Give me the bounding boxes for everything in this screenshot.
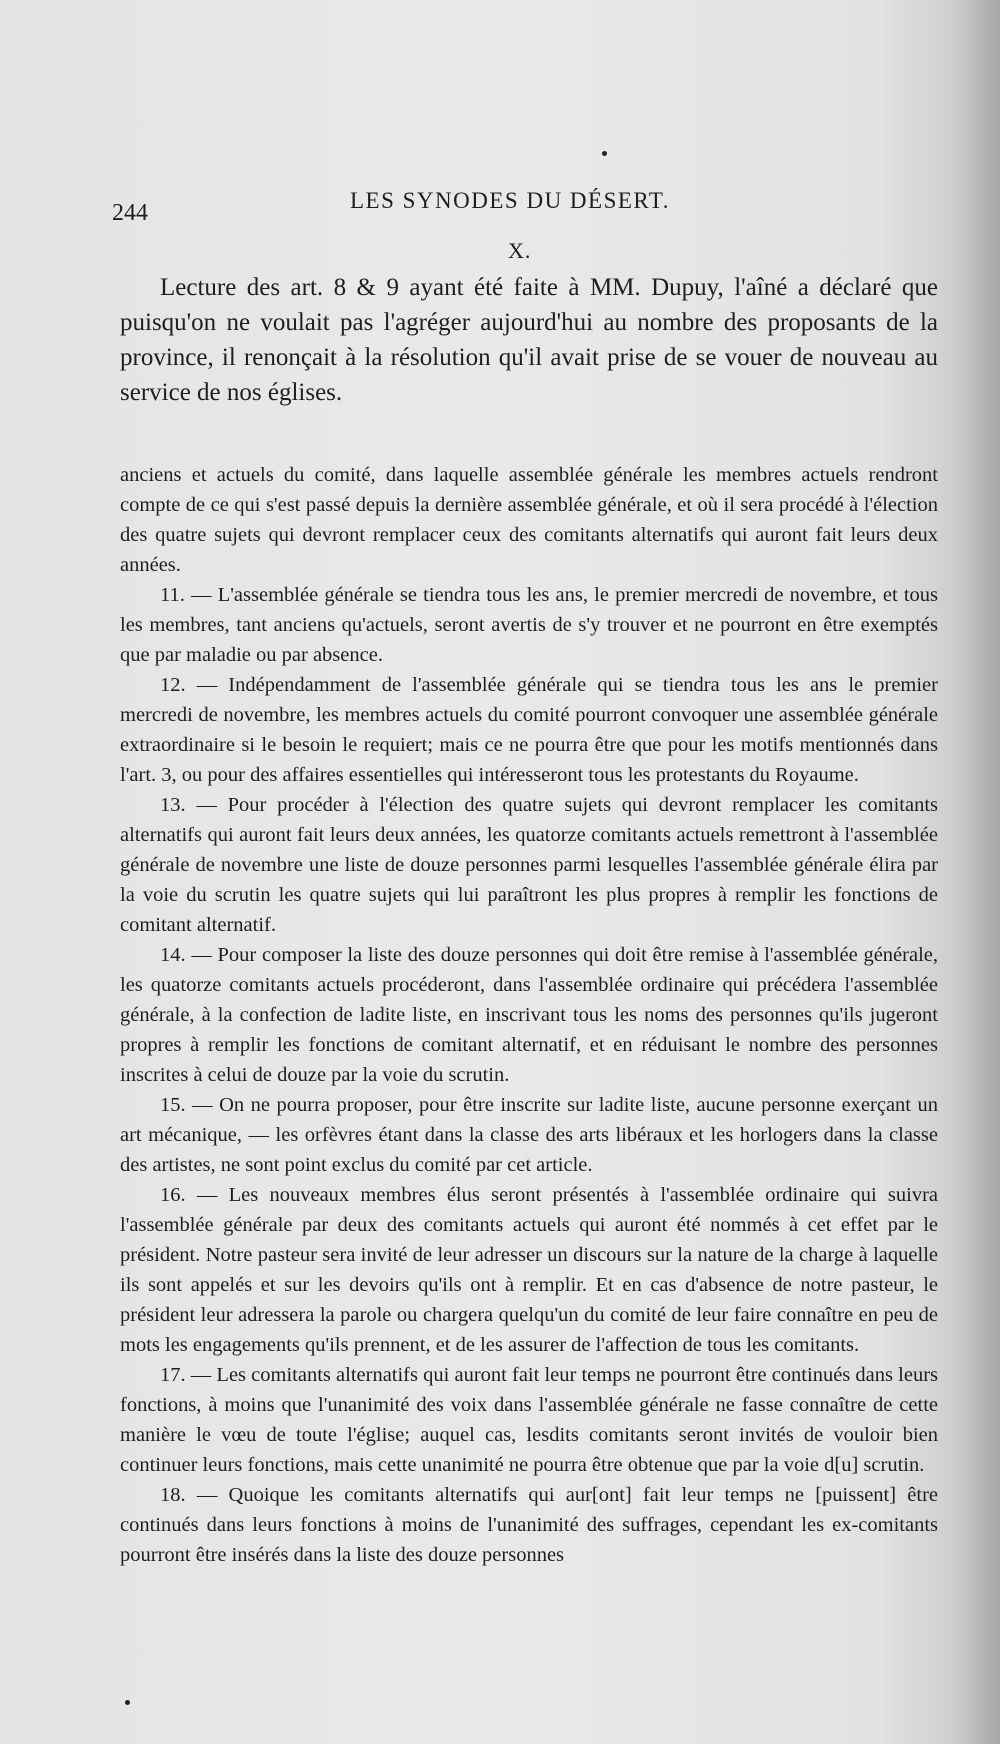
page-edge-shadow: [955, 0, 1000, 1744]
article-11: 11. — L'assemblée générale se tiendra tous les ans, le premier mercredi de novembre, et tous les membres, tant anciens qu'actuels, seront avertis de s'y trouver et ne pourront en être exemptés que par maladie ou par absence.: [120, 584, 938, 666]
continued-paragraph: anciens et actuels du comité, dans laquelle assemblée générale les membres actuels rendront compte de ce qui s'est passé depuis la dernière assemblée générale, et où il sera procédé à l'élection des quatre sujets qui devront remplacer ceux des comitants alternatifs qui auront fait leurs deux années.: [120, 464, 938, 576]
section-heading: X.: [508, 238, 532, 263]
article-12: 12. — Indépendamment de l'assemblée générale qui se tiendra tous les ans le premier mercredi de novembre, les membres actuels du comité pourront convoquer une assemblée générale extraordinaire si le besoin le requiert; mais ce ne pourra être que pour les motifs mentionnés dans l'art. 3, ou pour des affaires essentielles qui intéresseront tous les protestants du Royaume.: [120, 674, 938, 786]
lead-paragraph: Lecture des art. 8 & 9 ayant été faite à MM. Dupuy, l'aîné a déclaré que puisqu'on ne voulait pas l'agréger aujourd'hui au nombre des proposants de la province, il renonçait à la résolution qu'il avait prise de se vouer de nouveau au service de nos églises.: [120, 274, 938, 406]
article-13: 13. — Pour procéder à l'élection des quatre sujets qui devront remplacer les comitants alternatifs qui auront fait leurs deux années, les quatorze comitants actuels remettront à l'assemblée générale de novembre une liste de douze personnes parmi lesquelles l'assemblée générale élira par la voie du scrutin les quatre sujets qui lui paraîtront les plus propres à remplir les fonctions de comitant alternatif.: [120, 794, 938, 936]
ink-speck: [602, 151, 607, 156]
article-18: 18. — Quoique les comitants alternatifs qui aur[ont] fait leur temps ne [puissent] être continués dans leurs fonctions à moins de l'unanimité des suffrages, cependant les ex-comitants pourront être insérés dans la liste des douze personnes: [120, 1484, 938, 1566]
ink-speck: [125, 1700, 130, 1705]
article-17: 17. — Les comitants alternatifs qui auront fait leur temps ne pourront être continués dans leurs fonctions, à moins que l'unanimité des voix dans l'assemblée générale ne fasse connaître de cette manière le vœu de toute l'église; auquel cas, lesdits comitants seront invités de vouloir bien continuer leurs fonctions, mais cette unanimité ne pourra être obtenue que par la voie d[u] scrutin.: [120, 1364, 938, 1476]
body-text: [120, 460, 938, 1570]
lead-paragraph-block: [120, 270, 938, 410]
article-14: 14. — Pour composer la liste des douze personnes qui doit être remise à l'assemblée générale, les quatorze comitants actuels procéderont, dans l'assemblée ordinaire qui précédera l'assemblée générale, à la confection de ladite liste, en inscrivant tous les noms des personnes qu'ils jugeront propres à remplir les fonctions de comitant alternatif, et en réduisant le nombre des personnes inscrites à celui de douze par la voie du scrutin.: [120, 944, 938, 1086]
article-16: 16. — Les nouveaux membres élus seront présentés à l'assemblée ordinaire qui suivra l'assemblée générale par deux des comitants actuels qui auront été nommés à cet effet par le président. Notre pasteur sera invité de leur adresser un discours sur la nature de la charge à laquelle ils sont appelés et sur les devoirs qu'ils ont à remplir. Et en cas d'absence de notre pasteur, le président leur adressera la parole ou chargera quelqu'un du comité de leur faire connaître en peu de mots les engagements qu'ils prennent, et de les assurer de l'affection de tous les comitants.: [120, 1184, 938, 1356]
page-number: 244: [112, 200, 148, 226]
running-head: LES SYNODES DU DÉSERT.: [350, 188, 670, 213]
article-15: 15. — On ne pourra proposer, pour être inscrite sur ladite liste, aucune personne exerçant un art mécanique, — les orfèvres étant dans la classe des arts libéraux et les horlogers dans la classe des artistes, ne sont point exclus du comité par cet article.: [120, 1094, 938, 1176]
